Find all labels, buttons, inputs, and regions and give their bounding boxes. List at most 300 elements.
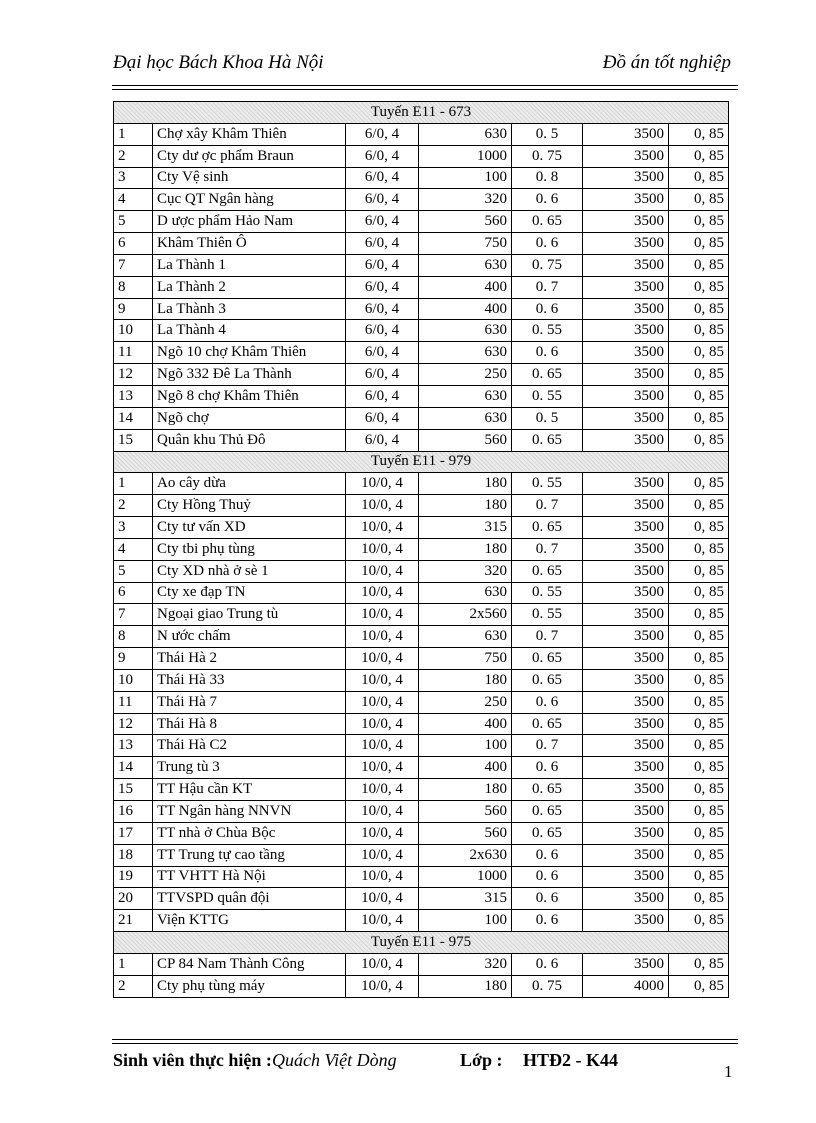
row-number-cell: 5 (114, 560, 153, 582)
row-number-cell: 12 (114, 364, 153, 386)
transformer-table (113, 101, 729, 998)
capacity-cell: 2x560 (419, 604, 512, 626)
capacity-cell: 180 (419, 669, 512, 691)
load-factor-cell: 0. 7 (512, 735, 583, 757)
substation-name-cell: TT VHTT Hà Nội (153, 866, 346, 888)
substation-name-cell: La Thành 2 (153, 276, 346, 298)
transformer-type-cell: 6/0, 4 (346, 429, 419, 451)
load-factor-cell: 0. 5 (512, 407, 583, 429)
load-factor-cell: 0. 75 (512, 145, 583, 167)
footer-rule-bottom (112, 1043, 738, 1044)
substation-name-cell: Cty Hồng Thuỷ (153, 495, 346, 517)
load-factor-cell: 0. 55 (512, 473, 583, 495)
power-factor-cell: 0, 85 (669, 975, 729, 997)
transformer-type-cell: 6/0, 4 (346, 276, 419, 298)
capacity-cell: 400 (419, 298, 512, 320)
row-number-cell: 4 (114, 189, 153, 211)
substation-name-cell: Khâm Thiên Ô (153, 233, 346, 255)
capacity-cell: 400 (419, 713, 512, 735)
power-factor-cell: 0, 85 (669, 276, 729, 298)
row-number-cell: 13 (114, 735, 153, 757)
table-row (114, 429, 729, 451)
table-row (114, 626, 729, 648)
row-number-cell: 18 (114, 844, 153, 866)
substation-name-cell: Thái Hà C2 (153, 735, 346, 757)
hours-cell: 3500 (583, 298, 669, 320)
row-number-cell: 10 (114, 320, 153, 342)
hours-cell: 3500 (583, 560, 669, 582)
hours-cell: 3500 (583, 407, 669, 429)
hours-cell: 3500 (583, 822, 669, 844)
load-factor-cell: 0. 5 (512, 123, 583, 145)
transformer-type-cell: 6/0, 4 (346, 167, 419, 189)
row-number-cell: 21 (114, 910, 153, 932)
load-factor-cell: 0. 6 (512, 910, 583, 932)
hours-cell: 4000 (583, 975, 669, 997)
row-number-cell: 6 (114, 582, 153, 604)
hours-cell: 3500 (583, 320, 669, 342)
capacity-cell: 2x630 (419, 844, 512, 866)
group-header-row (114, 932, 729, 954)
transformer-type-cell: 10/0, 4 (346, 822, 419, 844)
hours-cell: 3500 (583, 167, 669, 189)
transformer-type-cell: 6/0, 4 (346, 320, 419, 342)
capacity-cell: 100 (419, 167, 512, 189)
transformer-type-cell: 10/0, 4 (346, 517, 419, 539)
hours-cell: 3500 (583, 648, 669, 670)
capacity-cell: 250 (419, 364, 512, 386)
substation-name-cell: Cty XD nhà ở sè 1 (153, 560, 346, 582)
transformer-type-cell: 6/0, 4 (346, 211, 419, 233)
table-row (114, 910, 729, 932)
capacity-cell: 315 (419, 517, 512, 539)
substation-name-cell: Cty Vệ sinh (153, 167, 346, 189)
power-factor-cell: 0, 85 (669, 211, 729, 233)
row-number-cell: 8 (114, 626, 153, 648)
load-factor-cell: 0. 6 (512, 298, 583, 320)
footer-rule-top (112, 1039, 738, 1040)
table-row (114, 866, 729, 888)
header-doc-title: Đồ án tốt nghiệp (602, 52, 731, 73)
hours-cell: 3500 (583, 123, 669, 145)
transformer-type-cell: 10/0, 4 (346, 888, 419, 910)
transformer-type-cell: 10/0, 4 (346, 648, 419, 670)
table-row (114, 211, 729, 233)
row-number-cell: 4 (114, 538, 153, 560)
load-factor-cell: 0. 55 (512, 385, 583, 407)
footer-class-label: Lớp : (460, 1050, 503, 1070)
load-factor-cell: 0. 7 (512, 626, 583, 648)
table-body (114, 102, 729, 998)
capacity-cell: 320 (419, 560, 512, 582)
load-factor-cell: 0. 65 (512, 364, 583, 386)
substation-name-cell: TTVSPD quân đội (153, 888, 346, 910)
hours-cell: 3500 (583, 495, 669, 517)
transformer-type-cell: 10/0, 4 (346, 713, 419, 735)
capacity-cell: 315 (419, 888, 512, 910)
substation-name-cell: La Thành 1 (153, 254, 346, 276)
capacity-cell: 630 (419, 123, 512, 145)
load-factor-cell: 0. 6 (512, 342, 583, 364)
capacity-cell: 630 (419, 626, 512, 648)
substation-name-cell: Cty tbi phụ tùng (153, 538, 346, 560)
load-factor-cell: 0. 75 (512, 975, 583, 997)
transformer-type-cell: 10/0, 4 (346, 844, 419, 866)
table-row (114, 975, 729, 997)
row-number-cell: 11 (114, 691, 153, 713)
hours-cell: 3500 (583, 538, 669, 560)
transformer-type-cell: 10/0, 4 (346, 953, 419, 975)
load-factor-cell: 0. 55 (512, 604, 583, 626)
row-number-cell: 9 (114, 648, 153, 670)
transformer-type-cell: 10/0, 4 (346, 669, 419, 691)
header-rule-top (112, 85, 738, 86)
hours-cell: 3500 (583, 473, 669, 495)
capacity-cell: 630 (419, 320, 512, 342)
capacity-cell: 750 (419, 233, 512, 255)
substation-name-cell: Cty phụ tùng máy (153, 975, 346, 997)
hours-cell: 3500 (583, 953, 669, 975)
power-factor-cell: 0, 85 (669, 779, 729, 801)
table-row (114, 844, 729, 866)
capacity-cell: 100 (419, 910, 512, 932)
power-factor-cell: 0, 85 (669, 648, 729, 670)
power-factor-cell: 0, 85 (669, 713, 729, 735)
table-row (114, 801, 729, 823)
row-number-cell: 12 (114, 713, 153, 735)
table-row (114, 713, 729, 735)
capacity-cell: 180 (419, 473, 512, 495)
substation-name-cell: Quân khu Thủ Đô (153, 429, 346, 451)
hours-cell: 3500 (583, 211, 669, 233)
load-factor-cell: 0. 65 (512, 822, 583, 844)
table-row (114, 648, 729, 670)
table-row (114, 495, 729, 517)
row-number-cell: 20 (114, 888, 153, 910)
table-row (114, 669, 729, 691)
power-factor-cell: 0, 85 (669, 691, 729, 713)
substation-name-cell: Ngõ chợ (153, 407, 346, 429)
row-number-cell: 3 (114, 167, 153, 189)
power-factor-cell: 0, 85 (669, 298, 729, 320)
capacity-cell: 180 (419, 779, 512, 801)
hours-cell: 3500 (583, 385, 669, 407)
substation-name-cell: Cục QT Ngân hàng (153, 189, 346, 211)
row-number-cell: 1 (114, 953, 153, 975)
hours-cell: 3500 (583, 517, 669, 539)
capacity-cell: 630 (419, 407, 512, 429)
hours-cell: 3500 (583, 844, 669, 866)
power-factor-cell: 0, 85 (669, 757, 729, 779)
group-title: Tuyến E11 - 975 (114, 932, 729, 954)
capacity-cell: 630 (419, 582, 512, 604)
hours-cell: 3500 (583, 757, 669, 779)
transformer-type-cell: 10/0, 4 (346, 604, 419, 626)
transformer-type-cell: 6/0, 4 (346, 385, 419, 407)
power-factor-cell: 0, 85 (669, 538, 729, 560)
table-row (114, 953, 729, 975)
transformer-type-cell: 6/0, 4 (346, 145, 419, 167)
row-number-cell: 10 (114, 669, 153, 691)
hours-cell: 3500 (583, 888, 669, 910)
power-factor-cell: 0, 85 (669, 385, 729, 407)
page-number: 1 (724, 1062, 733, 1081)
hours-cell: 3500 (583, 735, 669, 757)
hours-cell: 3500 (583, 691, 669, 713)
power-factor-cell: 0, 85 (669, 167, 729, 189)
capacity-cell: 180 (419, 495, 512, 517)
row-number-cell: 6 (114, 233, 153, 255)
power-factor-cell: 0, 85 (669, 582, 729, 604)
transformer-type-cell: 6/0, 4 (346, 342, 419, 364)
row-number-cell: 5 (114, 211, 153, 233)
power-factor-cell: 0, 85 (669, 233, 729, 255)
transformer-type-cell: 10/0, 4 (346, 801, 419, 823)
transformer-type-cell: 10/0, 4 (346, 538, 419, 560)
load-factor-cell: 0. 65 (512, 713, 583, 735)
capacity-cell: 750 (419, 648, 512, 670)
substation-name-cell: TT Hậu cần KT (153, 779, 346, 801)
table-row (114, 364, 729, 386)
group-header-row (114, 451, 729, 473)
table-row (114, 189, 729, 211)
power-factor-cell: 0, 85 (669, 364, 729, 386)
substation-name-cell: Ao cây dừa (153, 473, 346, 495)
hours-cell: 3500 (583, 626, 669, 648)
table-row (114, 254, 729, 276)
transformer-type-cell: 10/0, 4 (346, 779, 419, 801)
load-factor-cell: 0. 65 (512, 648, 583, 670)
load-factor-cell: 0. 65 (512, 669, 583, 691)
hours-cell: 3500 (583, 866, 669, 888)
footer-student-label: Sinh viên thực hiện : (113, 1050, 272, 1070)
power-factor-cell: 0, 85 (669, 669, 729, 691)
substation-name-cell: N ước chấm (153, 626, 346, 648)
substation-name-cell: CP 84 Nam Thành Công (153, 953, 346, 975)
hours-cell: 3500 (583, 342, 669, 364)
capacity-cell: 400 (419, 757, 512, 779)
power-factor-cell: 0, 85 (669, 407, 729, 429)
transformer-type-cell: 10/0, 4 (346, 910, 419, 932)
capacity-cell: 630 (419, 385, 512, 407)
row-number-cell: 15 (114, 779, 153, 801)
row-number-cell: 2 (114, 495, 153, 517)
power-factor-cell: 0, 85 (669, 473, 729, 495)
capacity-cell: 1000 (419, 145, 512, 167)
power-factor-cell: 0, 85 (669, 801, 729, 823)
load-factor-cell: 0. 65 (512, 560, 583, 582)
power-factor-cell: 0, 85 (669, 910, 729, 932)
hours-cell: 3500 (583, 233, 669, 255)
load-factor-cell: 0. 7 (512, 276, 583, 298)
load-factor-cell: 0. 75 (512, 254, 583, 276)
hours-cell: 3500 (583, 429, 669, 451)
hours-cell: 3500 (583, 669, 669, 691)
table-row (114, 233, 729, 255)
table-row (114, 320, 729, 342)
group-title: Tuyến E11 - 979 (114, 451, 729, 473)
load-factor-cell: 0. 8 (512, 167, 583, 189)
transformer-type-cell: 6/0, 4 (346, 233, 419, 255)
capacity-cell: 400 (419, 276, 512, 298)
substation-name-cell: Ngõ 332 Đê La Thành (153, 364, 346, 386)
load-factor-cell: 0. 6 (512, 189, 583, 211)
load-factor-cell: 0. 65 (512, 429, 583, 451)
row-number-cell: 1 (114, 123, 153, 145)
substation-name-cell: Thái Hà 33 (153, 669, 346, 691)
row-number-cell: 3 (114, 517, 153, 539)
substation-name-cell: D ược phẩm Hảo Nam (153, 211, 346, 233)
substation-name-cell: Cty dư ợc phẩm Braun (153, 145, 346, 167)
footer-class-value: HTĐ2 - K44 (523, 1050, 619, 1070)
substation-name-cell: Ngõ 8 chợ Khâm Thiên (153, 385, 346, 407)
hours-cell: 3500 (583, 276, 669, 298)
row-number-cell: 14 (114, 757, 153, 779)
load-factor-cell: 0. 65 (512, 801, 583, 823)
load-factor-cell: 0. 6 (512, 866, 583, 888)
transformer-type-cell: 6/0, 4 (346, 407, 419, 429)
substation-name-cell: Ngõ 10 chợ Khâm Thiên (153, 342, 346, 364)
load-factor-cell: 0. 6 (512, 953, 583, 975)
hours-cell: 3500 (583, 801, 669, 823)
substation-name-cell: TT Trung tự cao tầng (153, 844, 346, 866)
substation-name-cell: La Thành 3 (153, 298, 346, 320)
row-number-cell: 2 (114, 975, 153, 997)
transformer-type-cell: 6/0, 4 (346, 364, 419, 386)
hours-cell: 3500 (583, 582, 669, 604)
table-row (114, 822, 729, 844)
table-row (114, 560, 729, 582)
capacity-cell: 250 (419, 691, 512, 713)
table-row (114, 517, 729, 539)
load-factor-cell: 0. 7 (512, 495, 583, 517)
transformer-type-cell: 10/0, 4 (346, 560, 419, 582)
power-factor-cell: 0, 85 (669, 495, 729, 517)
hours-cell: 3500 (583, 364, 669, 386)
load-factor-cell: 0. 65 (512, 517, 583, 539)
table-row (114, 779, 729, 801)
substation-name-cell: Ngoại giao Trung tù (153, 604, 346, 626)
transformer-type-cell: 10/0, 4 (346, 473, 419, 495)
capacity-cell: 180 (419, 538, 512, 560)
substation-name-cell: Trung tù 3 (153, 757, 346, 779)
power-factor-cell: 0, 85 (669, 254, 729, 276)
load-factor-cell: 0. 6 (512, 691, 583, 713)
power-factor-cell: 0, 85 (669, 866, 729, 888)
hours-cell: 3500 (583, 910, 669, 932)
group-header-row (114, 102, 729, 124)
power-factor-cell: 0, 85 (669, 953, 729, 975)
transformer-type-cell: 6/0, 4 (346, 189, 419, 211)
hours-cell: 3500 (583, 189, 669, 211)
capacity-cell: 1000 (419, 866, 512, 888)
hours-cell: 3500 (583, 713, 669, 735)
substation-name-cell: Cty xe đạp TN (153, 582, 346, 604)
row-number-cell: 14 (114, 407, 153, 429)
load-factor-cell: 0. 6 (512, 233, 583, 255)
transformer-type-cell: 6/0, 4 (346, 254, 419, 276)
table-row (114, 691, 729, 713)
power-factor-cell: 0, 85 (669, 429, 729, 451)
table-row (114, 342, 729, 364)
table-row (114, 167, 729, 189)
row-number-cell: 7 (114, 604, 153, 626)
table-row (114, 276, 729, 298)
power-factor-cell: 0, 85 (669, 189, 729, 211)
transformer-type-cell: 6/0, 4 (346, 298, 419, 320)
table-row (114, 604, 729, 626)
load-factor-cell: 0. 55 (512, 320, 583, 342)
power-factor-cell: 0, 85 (669, 844, 729, 866)
transformer-type-cell: 10/0, 4 (346, 582, 419, 604)
load-factor-cell: 0. 6 (512, 888, 583, 910)
load-factor-cell: 0. 6 (512, 757, 583, 779)
power-factor-cell: 0, 85 (669, 123, 729, 145)
transformer-type-cell: 10/0, 4 (346, 975, 419, 997)
capacity-cell: 100 (419, 735, 512, 757)
capacity-cell: 560 (419, 822, 512, 844)
hours-cell: 3500 (583, 254, 669, 276)
row-number-cell: 1 (114, 473, 153, 495)
substation-name-cell: Cty tư vấn XD (153, 517, 346, 539)
load-factor-cell: 0. 6 (512, 844, 583, 866)
table-row (114, 385, 729, 407)
table-row (114, 582, 729, 604)
transformer-type-cell: 6/0, 4 (346, 123, 419, 145)
transformer-type-cell: 10/0, 4 (346, 757, 419, 779)
power-factor-cell: 0, 85 (669, 604, 729, 626)
row-number-cell: 16 (114, 801, 153, 823)
table-row (114, 407, 729, 429)
substation-name-cell: Thái Hà 2 (153, 648, 346, 670)
transformer-type-cell: 10/0, 4 (346, 626, 419, 648)
capacity-cell: 560 (419, 801, 512, 823)
transformer-type-cell: 10/0, 4 (346, 735, 419, 757)
row-number-cell: 17 (114, 822, 153, 844)
substation-name-cell: La Thành 4 (153, 320, 346, 342)
row-number-cell: 8 (114, 276, 153, 298)
capacity-cell: 320 (419, 953, 512, 975)
footer-student-name: Quách Việt Dòng (272, 1050, 397, 1070)
row-number-cell: 7 (114, 254, 153, 276)
row-number-cell: 13 (114, 385, 153, 407)
group-title: Tuyến E11 - 673 (114, 102, 729, 124)
substation-name-cell: Thái Hà 7 (153, 691, 346, 713)
table-row (114, 757, 729, 779)
table-row (114, 123, 729, 145)
load-factor-cell: 0. 7 (512, 538, 583, 560)
power-factor-cell: 0, 85 (669, 560, 729, 582)
table-row (114, 473, 729, 495)
power-factor-cell: 0, 85 (669, 320, 729, 342)
power-factor-cell: 0, 85 (669, 342, 729, 364)
capacity-cell: 630 (419, 342, 512, 364)
transformer-type-cell: 10/0, 4 (346, 691, 419, 713)
substation-name-cell: TT Ngân hàng NNVN (153, 801, 346, 823)
capacity-cell: 320 (419, 189, 512, 211)
power-factor-cell: 0, 85 (669, 735, 729, 757)
substation-name-cell: Thái Hà 8 (153, 713, 346, 735)
row-number-cell: 19 (114, 866, 153, 888)
row-number-cell: 2 (114, 145, 153, 167)
power-factor-cell: 0, 85 (669, 517, 729, 539)
header-university: Đại học Bách Khoa Hà Nội (113, 52, 324, 73)
header-rule-bottom (112, 89, 738, 90)
power-factor-cell: 0, 85 (669, 822, 729, 844)
table-row (114, 298, 729, 320)
row-number-cell: 11 (114, 342, 153, 364)
capacity-cell: 180 (419, 975, 512, 997)
